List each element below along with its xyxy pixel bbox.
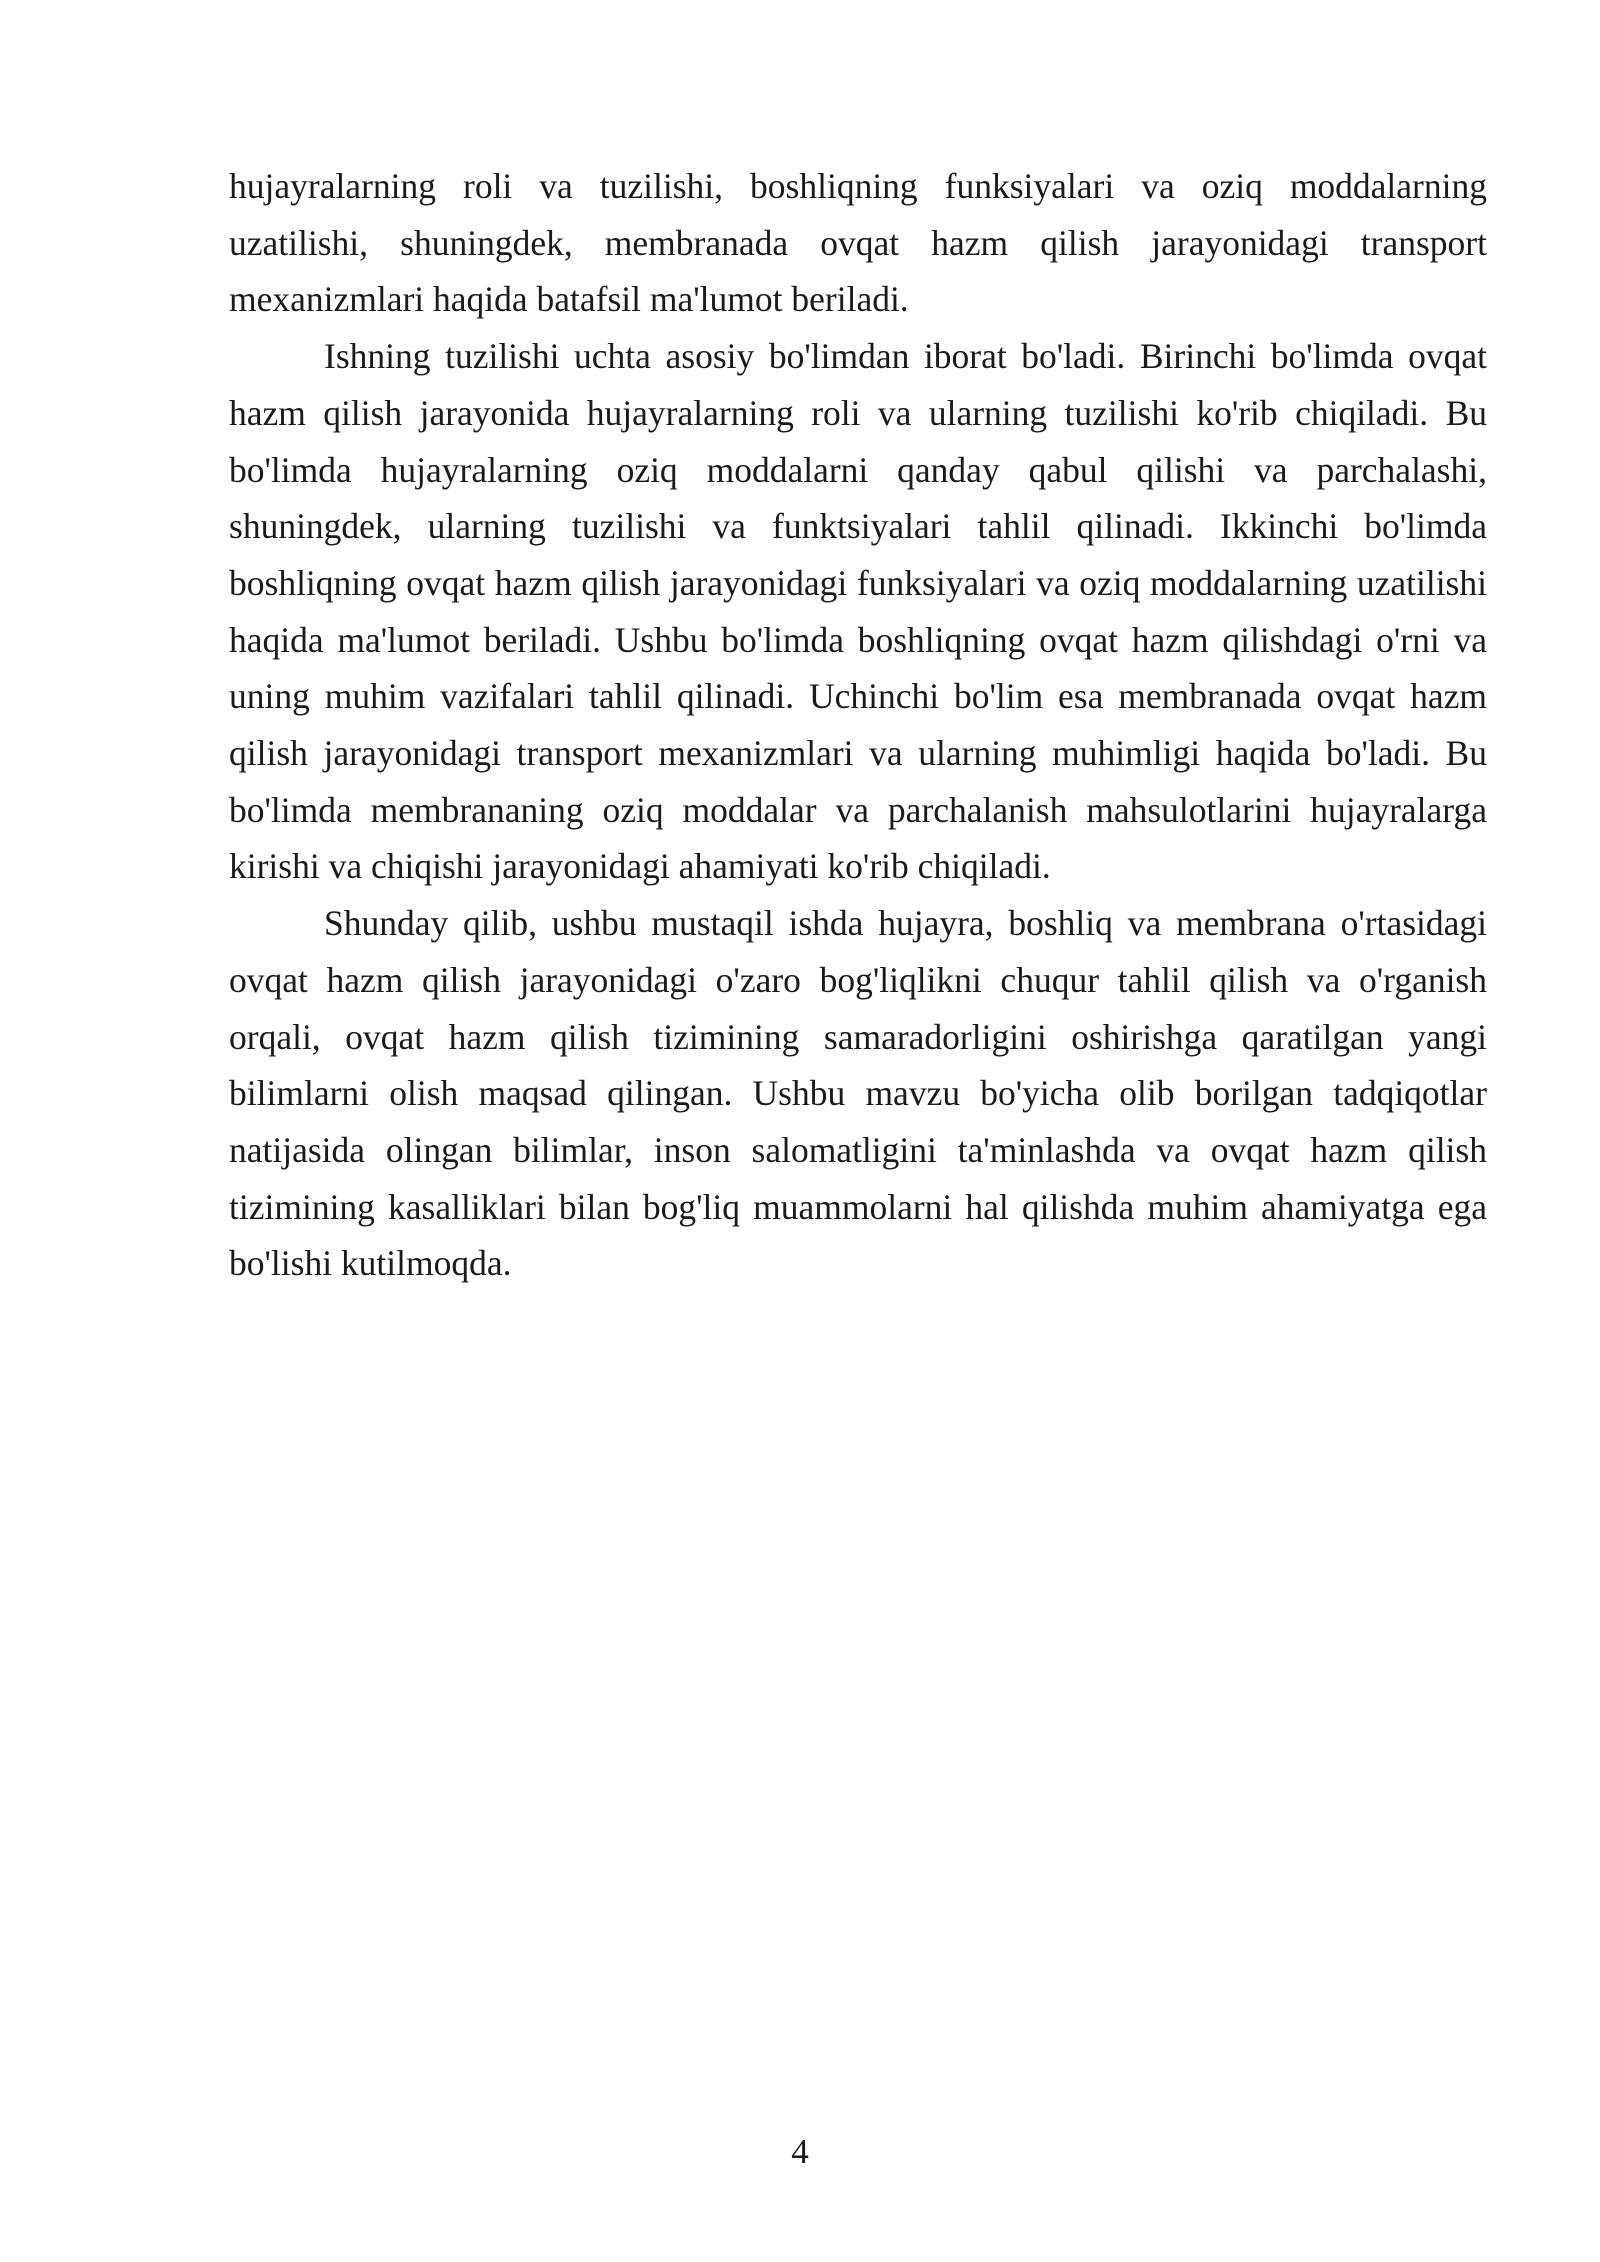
paragraph-structure: Ishning tuzilishi uchta asosiy bo'limdan iborat bo'ladi. Birinchi bo'limda ovqat hazm qilish jarayonida hujayralarning roli va ularning tuzilishi ko'rib chiqiladi. Bu bo'limda hujayralarning oziq moddalarni qanday qabul qilishi va parchalashi, shuningdek, ularning tuzilishi va funktsiyalari tahlil qilinadi. Ikkinchi bo'limda boshliqning ovqat hazm qilish jarayonidagi funksiyalari va oziq moddalarning uzatilishi haqida ma'lumot beriladi. Ushbu bo'limda boshliqning ovqat hazm qilishdagi o'rni va uning muhim vazifalari tahlil qilinadi. Uchinchi bo'lim esa membranada ovqat hazm qilish jarayonidagi transport mexanizmlari va ularning muhimligi haqida bo'ladi. Bu bo'limda membrananing oziq moddalar va parchalanish mahsulotlarini hujayralarga kirishi va chiqishi jarayonidagi ahamiyati ko'rib chiqiladi. — [229, 336, 1487, 887]
paragraph-continuation: hujayralarning roli va tuzilishi, boshliqning funksiyalari va oziq moddalarning uzatilishi, shuningdek, membranada ovqat hazm qilish jarayonidagi transport mexanizmlari haqida batafsil ma'lumot beriladi. — [229, 166, 1487, 320]
page-number: 4 — [791, 2132, 809, 2171]
paragraph-conclusion: Shunday qilib, ushbu mustaqil ishda hujayra, boshliq va membrana o'rtasidagi ovqat hazm qilish jarayonidagi o'zaro bog'liqlikni chuqur tahlil qilish va o'rganish orqali, ovqat hazm qilish tizimining samaradorligini oshirishga qaratilgan yangi bilimlarni olish maqsad qilingan. Ushbu mavzu bo'yicha olib borilgan tadqiqotlar natijasida olingan bilimlar, inson salomatligini ta'minlashda va ovqat hazm qilish tizimining kasalliklari bilan bog'liq muammolarni hal qilishda muhim ahamiyatga ega bo'lishi kutilmoqda. — [229, 903, 1487, 1284]
body-text — [229, 158, 1487, 1292]
